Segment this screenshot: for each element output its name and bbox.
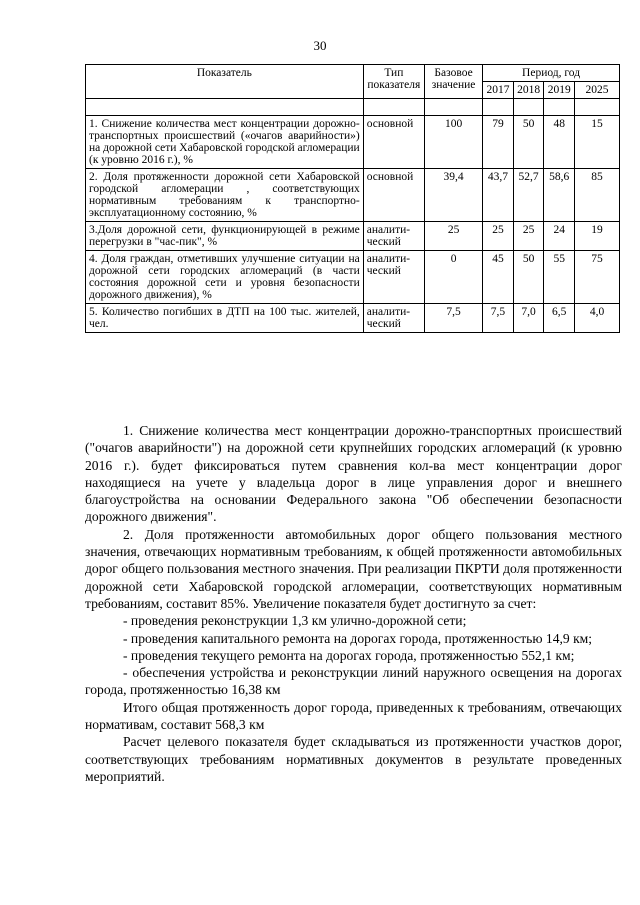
table-row <box>86 169 620 222</box>
row-type: основной <box>363 116 424 169</box>
header-year: 2017 <box>483 82 514 99</box>
row-value-2025: 4,0 <box>575 304 620 333</box>
row-value-2019: 48 <box>544 116 575 169</box>
row-value-2019: 55 <box>544 251 575 304</box>
row-value-2025: 85 <box>575 169 620 222</box>
row-base-value: 39,4 <box>424 169 482 222</box>
row-value-2017: 7,5 <box>483 304 514 333</box>
row-value-2018: 50 <box>513 251 544 304</box>
row-value-2018: 52,7 <box>513 169 544 222</box>
row-value-2017: 43,7 <box>483 169 514 222</box>
row-indicator-name: 5. Количество погибших в ДТП на 100 тыс. жителей, чел. <box>86 304 364 333</box>
row-value-2019: 6,5 <box>544 304 575 333</box>
table-row <box>86 251 620 304</box>
row-value-2025: 75 <box>575 251 620 304</box>
list-item-current-repair: - проведения текущего ремонта на дорогах города, протяженностью 552,1 км; <box>123 647 575 663</box>
header-type: Тип показателя <box>363 65 424 99</box>
header-year: 2018 <box>513 82 544 99</box>
header-base: Базовое значение <box>424 65 482 99</box>
row-indicator-name: 4. Доля граждан, отметивших улучшение ситуации на дорожной сети городских агломераций (в части состояния дорожной сети и уровня безопасности дорожного движения), % <box>86 251 364 304</box>
row-value-2017: 25 <box>483 222 514 251</box>
row-type: основной <box>363 169 424 222</box>
row-base-value: 7,5 <box>424 304 482 333</box>
row-indicator-name: 2. Доля протяженности дорожной сети Хабаровской городской агломерации , соответствующих нормативным требованиям к транспортно-эксплуатационному состоянию, % <box>86 169 364 222</box>
paragraph-accident-hotspots: 1. Снижение количества мест концентрации дорожно-транспортных происшествий ("очагов аварийности") на дорожной сети крупнейших городских агломераций (к уровню 2016 г.). будет фиксироваться путем сравнения кол-ва мест концентрации дорог находящиеся на учете у владельца дорог в лице управления дорог и внешнего благоустройства на основании Федерального закона "Об обеспечении безопасности дорожного движения". <box>85 423 622 525</box>
row-type: аналити-ческий <box>363 251 424 304</box>
table-row <box>86 116 620 169</box>
row-value-2017: 79 <box>483 116 514 169</box>
row-value-2019: 58,6 <box>544 169 575 222</box>
row-base-value: 25 <box>424 222 482 251</box>
list-item-capital-repair: - проведения капитального ремонта на дорогах города, протяженностью 14,9 км; <box>123 630 593 646</box>
header-year: 2019 <box>544 82 575 99</box>
row-indicator-name: 1. Снижение количества мест концентрации дорожно-транспортных происшествий («очагов аварийности») на дорожной сети Хабаровской городской агломерации (к уровню 2016 г.), % <box>86 116 364 169</box>
row-value-2018: 25 <box>513 222 544 251</box>
table-spacer-row <box>86 99 620 116</box>
indicators-table <box>85 64 620 333</box>
row-value-2025: 19 <box>575 222 620 251</box>
row-base-value: 100 <box>424 116 482 169</box>
row-type: аналити-ческий <box>363 304 424 333</box>
row-indicator-name: 3.Доля дорожной сети, функционирующей в режиме перегрузки в "час-пик", % <box>86 222 364 251</box>
body-text <box>85 422 622 785</box>
table-header-row <box>86 65 620 82</box>
row-value-2018: 50 <box>513 116 544 169</box>
list-item-street-lighting: - обеспечения устройства и реконструкции линий наружного освещения на дорогах города, протяженностью 16,38 км <box>85 665 622 698</box>
paragraph-total-length: Итого общая протяженность дорог города, приведенных к требованиям, отвечающих нормативам, составит 568,3 км <box>85 699 622 733</box>
row-value-2025: 15 <box>575 116 620 169</box>
row-type: аналити-ческий <box>363 222 424 251</box>
header-period: Период, год <box>483 65 620 82</box>
row-value-2019: 24 <box>544 222 575 251</box>
row-value-2018: 7,0 <box>513 304 544 333</box>
row-value-2017: 45 <box>483 251 514 304</box>
table-row <box>86 304 620 333</box>
paragraph-calculation: Расчет целевого показателя будет складываться из протяженности участков дорог, соответствующих требованиям нормативных документов в результате проведенных мероприятий. <box>85 734 622 784</box>
row-base-value: 0 <box>424 251 482 304</box>
paragraph-road-share: 2. Доля протяженности автомобильных дорог общего пользования местного значения, отвечающих нормативным требованиям, к общей протяженности автомобильных дорог общего пользования местного значения. При реализации ПКРТИ доля протяженности дорожной сети Хабаровской городской агломерации, соответствующих нормативным требованиям, составит 85%. Увеличение показателя будет достигнуто за счет: <box>85 526 622 611</box>
header-indicator: Показатель <box>86 65 364 99</box>
list-item-reconstruction: - проведения реконструкции 1,3 км улично-дорожной сети; <box>123 613 467 629</box>
page-number: 30 <box>313 38 327 53</box>
table-row <box>86 222 620 251</box>
header-year: 2025 <box>575 82 620 99</box>
